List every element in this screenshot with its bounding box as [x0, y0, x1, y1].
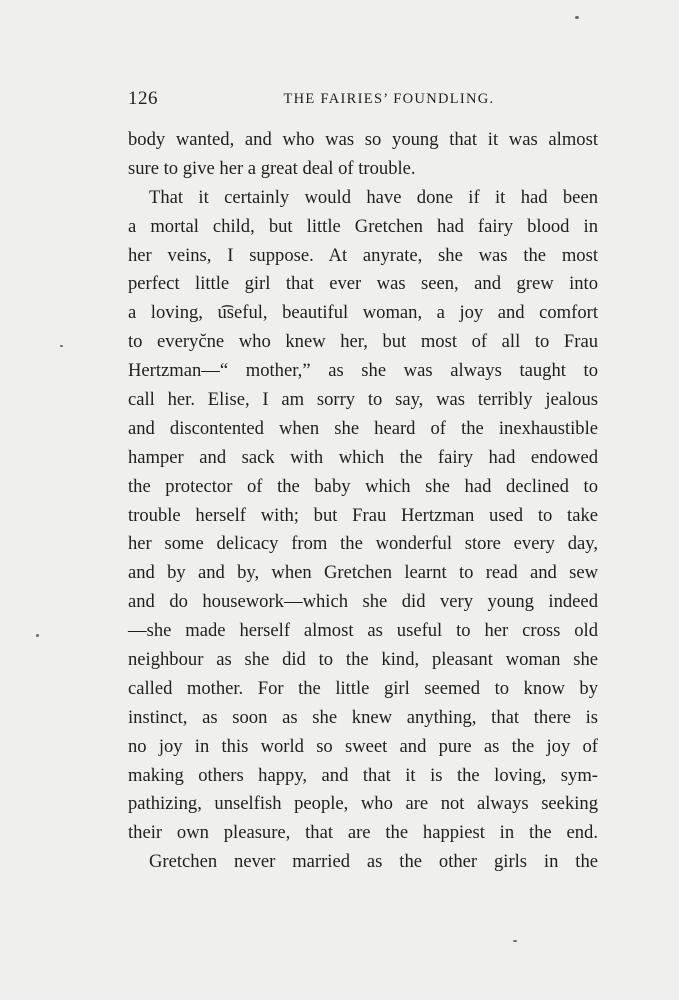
- text-line: hamper and sack with which the fairy had endowed: [128, 446, 598, 468]
- text-line: to everyc̆ne who knew her, but most of all to Frau: [128, 331, 598, 353]
- text-line: and do housework—which she did very young indeed: [128, 591, 598, 613]
- text-line: trouble herself with; but Frau Hertzman used to take: [128, 504, 598, 526]
- text-line: perfect little girl that ever was seen, and grew into: [128, 273, 598, 295]
- text-line: a mortal child, but little Gretchen had fairy blood in: [128, 215, 598, 237]
- page-number: 126: [128, 88, 158, 109]
- paper-speck: [36, 634, 39, 637]
- page-header: [128, 88, 598, 114]
- text-line: neighbour as she did to the kind, pleasant woman she: [128, 649, 598, 671]
- text-line: —she made herself almost as useful to her cross old: [128, 620, 598, 642]
- text-line: That it certainly would have done if it had been: [149, 186, 598, 208]
- text-line: called mother. For the little girl seemed to know by: [128, 677, 598, 699]
- text-line: the protector of the baby which she had declined to: [128, 475, 598, 497]
- text-line: Gretchen never married as the other girls in the: [149, 851, 598, 873]
- paper-speck: [60, 345, 63, 347]
- text-line: body wanted, and who was so young that it was almost: [128, 129, 598, 150]
- text-line: their own pleasure, that are the happiest in the end.: [128, 822, 598, 844]
- text-line: a loving, u͡seful, beautiful woman, a joy and comfort: [128, 302, 598, 324]
- body-text: [128, 126, 598, 877]
- text-line: call her. Elise, I am sorry to say, was terribly jealous: [128, 389, 598, 411]
- text-line: and discontented when she heard of the inexhaustible: [128, 417, 598, 439]
- text-line: making others happy, and that it is the loving, sym-: [128, 764, 598, 786]
- text-line: and by and by, when Gretchen learnt to read and sew: [128, 562, 598, 584]
- paper-speck: [575, 16, 579, 19]
- text-line: instinct, as soon as she knew anything, that there is: [128, 706, 598, 728]
- running-title: THE FAIRIES’ FOUNDLING.: [283, 91, 495, 107]
- text-line: pathizing, unselfish people, who are not always seeking: [128, 793, 598, 815]
- text-line: no joy in this world so sweet and pure as the joy of: [128, 735, 598, 757]
- text-line: her some delicacy from the wonderful store every day,: [128, 533, 598, 555]
- paper-speck: [513, 940, 517, 942]
- text-line: her veins, I suppose. At anyrate, she was the most: [128, 244, 598, 266]
- text-line: sure to give her a great deal of trouble.: [128, 157, 416, 179]
- text-line: Hertzman—“ mother,” as she was always taught to: [128, 360, 598, 382]
